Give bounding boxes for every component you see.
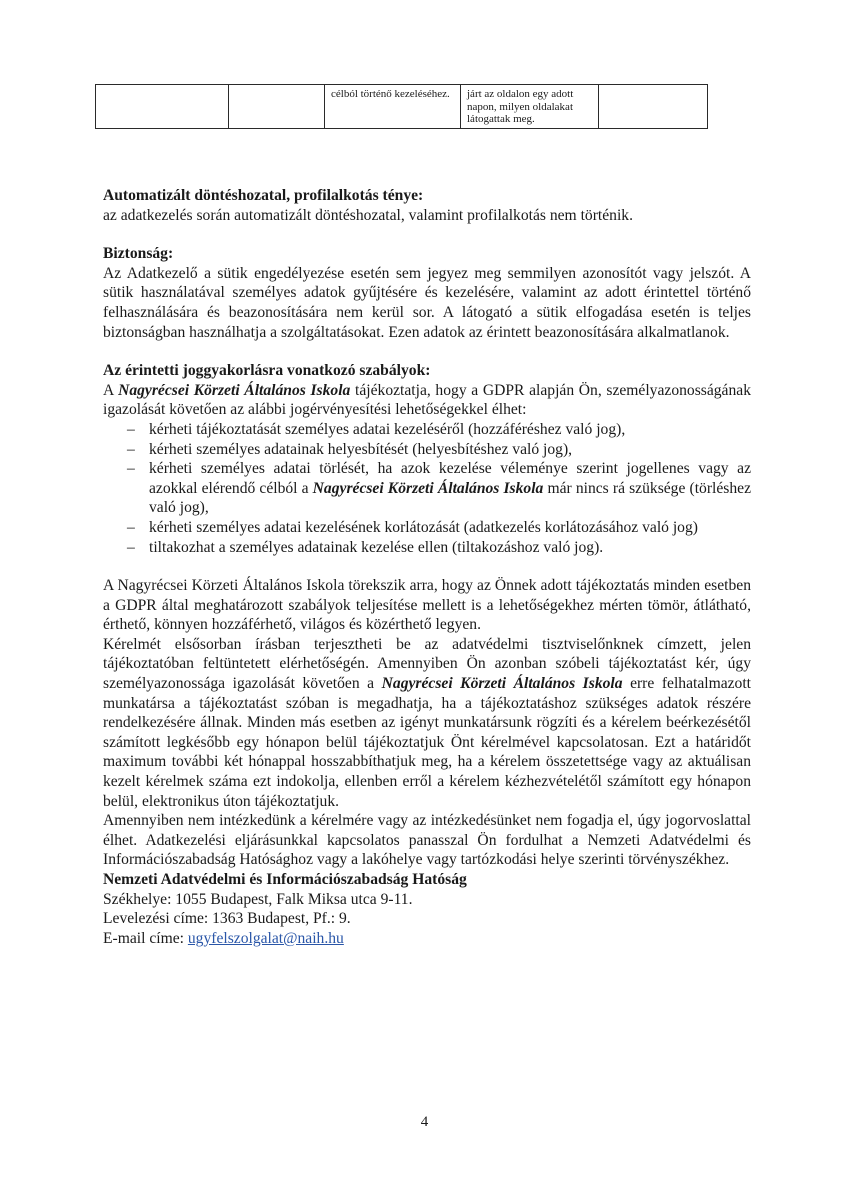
dash-marker: – <box>127 538 135 556</box>
dash-marker: – <box>127 460 135 478</box>
authority-email-line <box>103 929 751 949</box>
intro-prefix: A <box>103 381 119 399</box>
table-cell <box>229 85 325 129</box>
authority-postal: Levelezési címe: 1363 Budapest, Pf.: 9. <box>103 910 351 928</box>
email-label: E-mail címe: <box>103 929 188 947</box>
school-name: Nagyrécsei Körzeti Általános Iskola <box>312 479 544 497</box>
table-cell: célból történő kezeléséhez. <box>325 85 461 129</box>
dash-marker: – <box>127 420 135 438</box>
school-name: Nagyrécsei Körzeti Általános Iskola <box>118 381 351 399</box>
list-item-text: tiltakozhat a személyes adatainak kezelése ellen (tiltakozáshoz való jog). <box>149 538 604 556</box>
authority-contact <box>103 870 751 948</box>
section-text: Az Adatkezelő a sütik engedélyezése esetén sem jegyez meg semmilyen azonosítót vagy jelszót. A sütik használatával személyes adatok gyűjtésére és kezelésére, valamint az adott érintettel történő felhasználására és beazonosítására nem kerül sor. A látogató a sütik elfogadása esetén is teljes biztonságban használhatja a szolgáltatásokat. Ezen adatok az érintett beazonosítására alkalmatlanok. <box>103 264 751 341</box>
automated-decision-section <box>103 186 751 225</box>
list-item-text: kérheti tájékoztatását személyes adatai kezeléséről (hozzáféréshez való jog), <box>149 420 626 438</box>
list-item-text: kérheti személyes adatai törlését, ha azok kezelése véleménye szerint jogellenes vagy az azokkal elérendő célból a <box>149 460 751 497</box>
dash-marker: – <box>127 440 135 458</box>
email-link[interactable]: ugyfelszolgalat@naih.hu <box>187 929 344 947</box>
request-paragraph <box>103 635 751 811</box>
list-item <box>103 459 751 518</box>
section-heading: Az érintetti joggyakorlásra vonatkozó szabályok: <box>103 362 431 380</box>
paragraph-text: erre felhatalmazott munkatársa a tájékoztatást szóban is megadhatja, ha a tájékoztatáshoz szükséges adatok részére rendelkezésére állnak. Minden más esetben az igényt munkatársunk rögzíti és a kérelem beérkezésétől számított legkésőbb egy hónapon belül tájékoztatjuk Önt kérelmével kapcsolatosan. Ezt a határidőt maximum további két hónappal hosszabbíthatjuk meg, ha a kérelem összetettsége vagy az aktuálisan kezelt kérelmek száma ezt indokolja, ellenben erről a kérelem kézhezvételétől számított egy hónapon belül, elektronikus úton tájékoztatjuk. <box>103 675 752 810</box>
paragraph-text: Kérelmét elsősorban írásban terjesztheti be az adatvédelmi tisztviselőnknek címzett, jelen tájékoztatóban feltüntetett elérhetőségén. Amennyiben Ön azonban szóbeli tájékoztatást kér, úgy személyazonossága igazolását követően a <box>103 635 751 693</box>
school-name: Nagyrécsei Körzeti Általános Iskola <box>381 675 623 693</box>
table-cell <box>96 85 229 129</box>
dash-marker: – <box>127 518 135 536</box>
rights-list <box>103 420 751 557</box>
intro-suffix: tájékoztatja, hogy a GDPR alapján Ön, személyazonosságának igazolását követően az alábbi jogérvényesítési lehetőségekkel élhet: <box>103 381 751 419</box>
authority-seat: Székhelye: 1055 Budapest, Falk Miksa utca 9-11. <box>103 890 413 908</box>
list-item-text: kérheti személyes adatai kezelésének korlátozását (adatkezelés korlátozásához való jog) <box>149 518 698 536</box>
rights-section <box>103 361 751 557</box>
list-item <box>103 518 751 538</box>
page-number: 4 <box>420 1114 429 1130</box>
section-text: az adatkezelés során automatizált döntéshozatal, valamint profilalkotás nem történik. <box>103 206 633 224</box>
security-section <box>103 244 751 342</box>
document-body <box>103 186 751 948</box>
list-item-text: kérheti személyes adatainak helyesbítését (helyesbítéshez való jog), <box>149 440 573 458</box>
list-item <box>103 420 751 440</box>
section-heading: Biztonság: <box>103 245 174 263</box>
table-cell: járt az oldalon egy adott napon, milyen oldalakat látogattak meg. <box>461 85 599 129</box>
section-heading: Automatizált döntéshozatal, profilalkotás ténye: <box>103 187 424 204</box>
effort-paragraph: A Nagyrécsei Körzeti Általános Iskola törekszik arra, hogy az Önnek adott tájékoztatás minden esetben a GDPR által meghatározott szabályok teljesítése mellett is a lehetőségekhez mérten tömör, átlátható, érthető, könnyen hozzáférhető, világos és közérthető legyen. <box>103 577 751 634</box>
cookie-table <box>95 84 708 129</box>
list-item <box>103 440 751 460</box>
list-item-text: már nincs rá szüksége (törléshez való jog), <box>149 479 751 517</box>
authority-name: Nemzeti Adatvédelmi és Információszabadság Hatóság <box>103 871 467 888</box>
table-row <box>96 85 708 129</box>
rights-intro <box>103 381 751 420</box>
table-cell <box>599 85 708 129</box>
remedy-paragraph: Amennyiben nem intézkedünk a kérelmére vagy az intézkedésünket nem fogadja el, úgy jogorvoslattal élhet. Adatkezelési eljárásunkkal kapcsolatos panasszal Ön fordulhat a Nemzeti Adatvédelmi és Információszabadság Hatósághoz vagy a lakóhelye vagy tartózkodási helye szerinti törvényszékhez. <box>103 812 751 869</box>
list-item <box>103 538 751 558</box>
